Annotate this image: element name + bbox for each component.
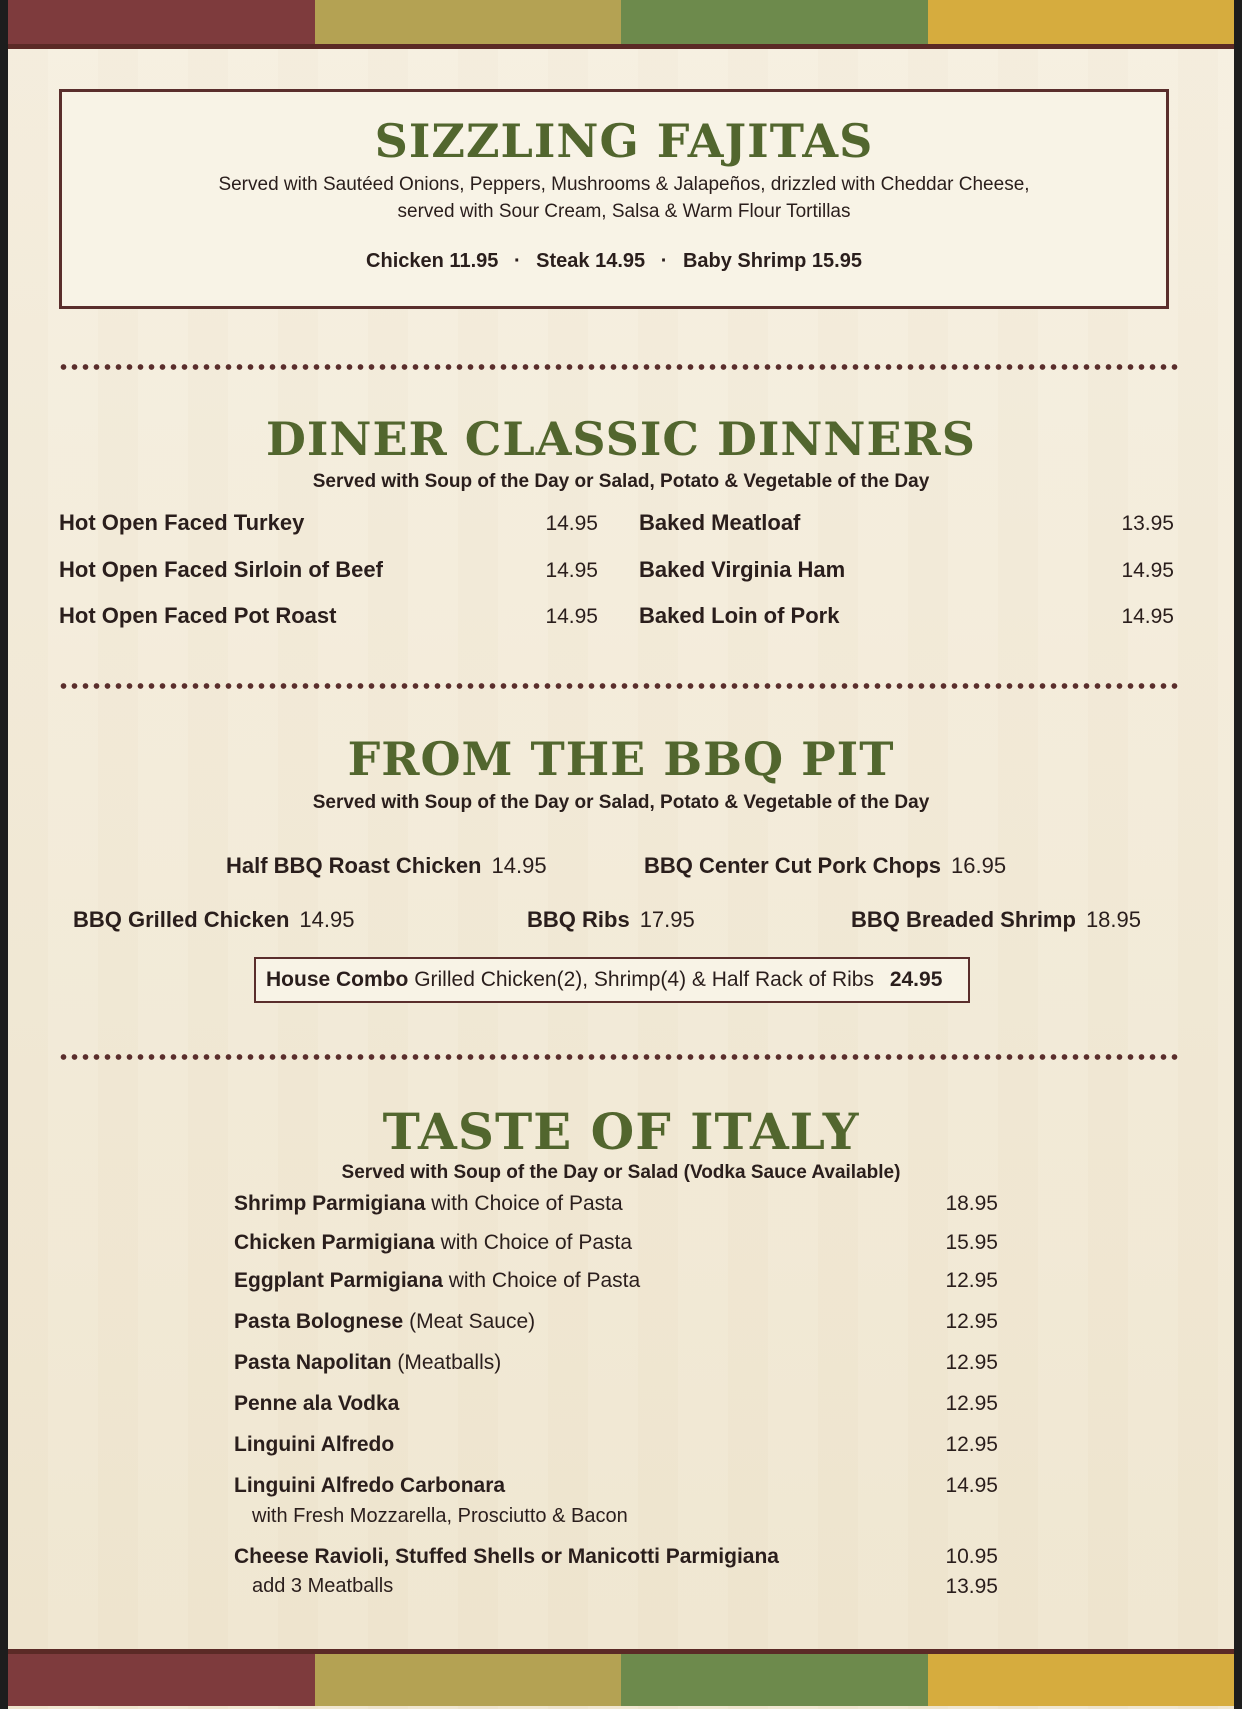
fajitas-prices (62, 250, 1166, 273)
separator-dot: · (660, 250, 668, 272)
menu-item-name: Hot Open Faced Pot Roast (59, 603, 337, 628)
dotted-divider (58, 1053, 1180, 1061)
bottom-color-stripe (8, 1649, 1234, 1706)
bbq-item-name: Half BBQ Roast Chicken (226, 853, 482, 878)
italy-item (234, 1545, 779, 1569)
combo-price: 24.95 (889, 968, 943, 991)
bbq-item (226, 853, 547, 879)
bbq-item-name: BBQ Center Cut Pork Chops (644, 853, 942, 878)
italy-item-name: Linguini Alfredo Carbonara (234, 1474, 506, 1497)
bbq-item-name: BBQ Breaded Shrimp (851, 907, 1076, 932)
dotted-divider (58, 363, 1180, 371)
italy-item-name: Penne ala Vodka (234, 1392, 400, 1415)
menu-item-price: 14.95 (1121, 605, 1174, 628)
italy-item-price: 12.95 (945, 1351, 998, 1374)
fajitas-title: SIZZLING FAJITAS (374, 114, 874, 168)
italy-item (234, 1474, 505, 1498)
combo-desc: Grilled Chicken(2), Shrimp(4) & Half Rack of Ribs (414, 968, 874, 991)
menu-item-name: Hot Open Faced Turkey (59, 510, 305, 535)
bbq-item-name: BBQ Grilled Chicken (73, 907, 290, 932)
menu-item-price: 14.95 (545, 512, 598, 535)
italy-item-desc: (Meat Sauce) (409, 1310, 536, 1333)
menu-page (8, 0, 1234, 1709)
italy-item (234, 1269, 640, 1293)
italy-item-price: 12.95 (945, 1392, 998, 1415)
italy-item-price: 12.95 (945, 1433, 998, 1456)
bbq-item (851, 907, 1141, 933)
italy-item-desc: with Choice of Pasta (448, 1269, 641, 1292)
italy-title: TASTE OF ITALY (382, 1102, 860, 1161)
italy-item-name: Shrimp Parmigiana (234, 1192, 426, 1215)
bbq-item (527, 907, 695, 933)
top-color-stripe (8, 0, 1234, 49)
separator-dot: · (513, 250, 521, 272)
bbq-item (73, 907, 354, 933)
italy-item-desc: with Choice of Pasta (440, 1231, 633, 1254)
italy-item-name: Linguini Alfredo (234, 1433, 395, 1456)
dotted-divider (58, 682, 1180, 690)
bbq-item-price: 17.95 (639, 907, 695, 932)
combo-name: House Combo (266, 968, 409, 991)
fajita-option-price: 11.95 (449, 250, 499, 272)
fajita-option-name: Baby Shrimp (682, 250, 807, 272)
bbq-item-price: 16.95 (951, 853, 1007, 878)
italy-item (234, 1310, 535, 1334)
italy-subtitle: Served with Soup of the Day or Salad (Vodka Sauce Available) (341, 1162, 901, 1183)
fajitas-desc-line2: served with Sour Cream, Salsa & Warm Flour Tortillas (397, 201, 851, 222)
italy-item-price: 18.95 (945, 1192, 998, 1215)
fajita-option-name: Steak (536, 250, 590, 272)
menu-item-price: 14.95 (545, 559, 598, 582)
italy-item-desc: with Choice of Pasta (431, 1192, 623, 1215)
menu-item-price: 14.95 (545, 605, 598, 628)
italy-item-desc: (Meatballs) (397, 1351, 502, 1374)
italy-item-name: Cheese Ravioli, Stuffed Shells or Manicotti Parmigiana (234, 1545, 779, 1568)
italy-item (234, 1192, 623, 1216)
diner-subtitle: Served with Soup of the Day or Salad, Potato & Vegetable of the Day (312, 471, 930, 492)
fajitas-desc-line1: Served with Sautéed Onions, Peppers, Mushrooms & Jalapeños, drizzled with Cheddar Cheese, (218, 174, 1030, 195)
diner-title: DINER CLASSIC DINNERS (266, 412, 976, 466)
bbq-item (644, 853, 1006, 879)
bbq-item-price: 14.95 (491, 853, 547, 878)
house-combo-box (254, 957, 970, 1003)
bbq-item-price: 14.95 (299, 907, 355, 932)
italy-item-price: 10.95 (945, 1545, 998, 1568)
carbonara-note: with Fresh Mozzarella, Prosciutto & Bacon (252, 1505, 628, 1527)
fajita-option-name: Chicken (366, 250, 444, 272)
italy-item-price: 12.95 (945, 1269, 998, 1292)
menu-item-price: 14.95 (1121, 559, 1174, 582)
fajita-option-price: 14.95 (595, 250, 646, 272)
italy-item-name: Pasta Bolognese (234, 1310, 404, 1333)
italy-item-price: 14.95 (945, 1474, 998, 1497)
italy-item (234, 1392, 399, 1416)
meatball-note: add 3 Meatballs (252, 1575, 394, 1597)
fajitas-box (59, 89, 1169, 309)
menu-item-price: 13.95 (1121, 512, 1174, 535)
menu-item-name: Baked Loin of Pork (639, 603, 840, 628)
bbq-subtitle: Served with Soup of the Day or Salad, Potato & Vegetable of the Day (312, 792, 930, 813)
bbq-item-name: BBQ Ribs (527, 907, 630, 932)
italy-item (234, 1231, 632, 1255)
italy-item-name: Eggplant Parmigiana (234, 1269, 443, 1292)
italy-item (234, 1433, 394, 1457)
italy-item (234, 1351, 501, 1375)
bbq-item-price: 18.95 (1085, 907, 1141, 932)
menu-item-name: Hot Open Faced Sirloin of Beef (59, 557, 383, 582)
italy-item-name: Pasta Napolitan (234, 1351, 392, 1374)
meatball-price: 13.95 (945, 1575, 998, 1598)
italy-item-name: Chicken Parmigiana (234, 1231, 435, 1254)
italy-item-price: 12.95 (945, 1310, 998, 1333)
italy-item-price: 15.95 (945, 1231, 998, 1254)
bbq-title: FROM THE BBQ PIT (347, 732, 895, 786)
menu-item-name: Baked Meatloaf (639, 510, 801, 535)
fajita-option-price: 15.95 (811, 250, 862, 272)
menu-item-name: Baked Virginia Ham (639, 557, 846, 582)
